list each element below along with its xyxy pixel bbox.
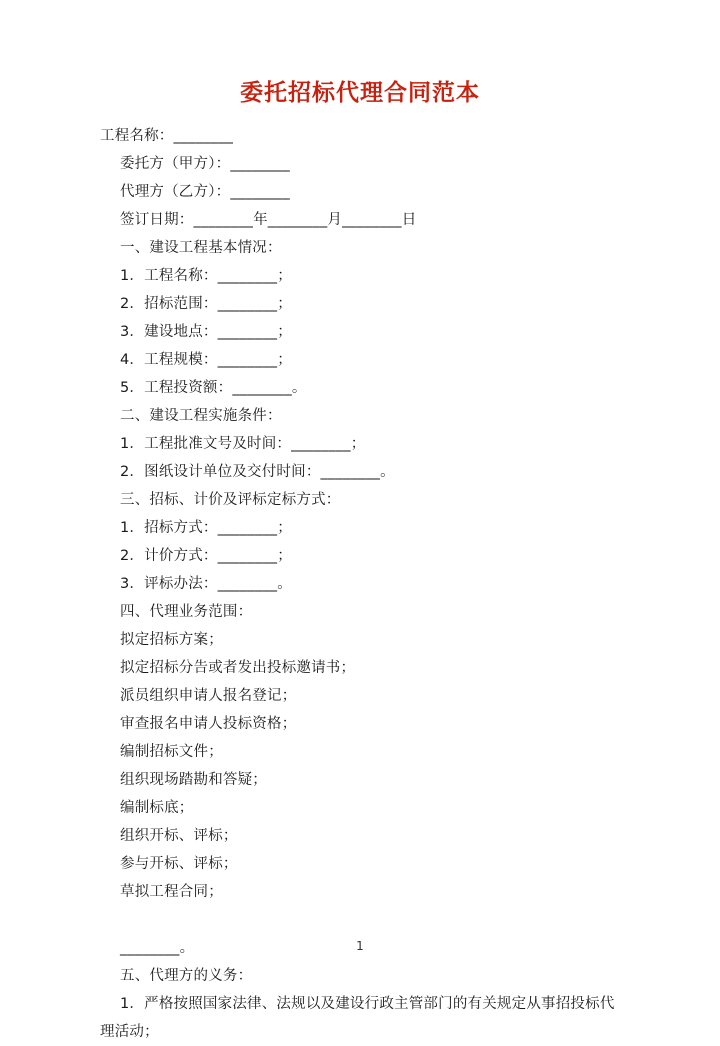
document-title: 委托招标代理合同范本 <box>240 80 480 106</box>
section-item: 派员组织申请人报名登记； <box>120 688 297 704</box>
section-item: ________。 <box>120 940 195 956</box>
section-item: 组织现场踏勘和答疑； <box>120 772 267 788</box>
section-heading: 三、招标、计价及评标定标方式： <box>120 492 341 508</box>
header-line: 代理方（乙方）：________ <box>120 184 290 200</box>
section-item: 拟定招标方案； <box>120 632 223 648</box>
section-item: 编制招标文件； <box>120 744 223 760</box>
section-item: 4．工程规模：________； <box>120 352 292 368</box>
header-line: 签订日期：________年________月________日 <box>120 212 417 228</box>
header-line: 委托方（甲方）：________ <box>120 156 290 172</box>
section-item: 3．评标办法：________。 <box>120 576 292 592</box>
section-item: 草拟工程合同； <box>120 884 223 900</box>
section-item: 拟定招标分告或者发出投标邀请书； <box>120 660 356 676</box>
section-item: 1．严格按照国家法律、法规以及建设行政主管部门的有关规定从事招投标代理活动； <box>100 996 615 1040</box>
section-item: 3．建设地点：________； <box>120 324 292 340</box>
page-number: 1 <box>356 939 364 953</box>
section-item: 参与开标、评标； <box>120 856 238 872</box>
section-heading: 一、建设工程基本情况： <box>120 240 282 256</box>
section-heading: 二、建设工程实施条件： <box>120 408 282 424</box>
section-heading: 五、代理方的义务： <box>120 968 253 984</box>
document-body <box>100 122 622 1046</box>
section-item: 1．工程名称：________； <box>120 268 292 284</box>
spacer-line <box>100 906 622 934</box>
section-item: 1．招标方式：________； <box>120 520 292 536</box>
section-item: 5．工程投资额：________。 <box>120 380 307 396</box>
section-heading: 四、代理业务范围： <box>120 604 253 620</box>
section-item: 2．招标范围：________； <box>120 296 292 312</box>
section-item: 组织开标、评标； <box>120 828 238 844</box>
section-item: 2．图纸设计单位及交付时间：________。 <box>120 464 395 480</box>
section-item: 编制标底； <box>120 800 194 816</box>
section-item: 审查报名申请人投标资格； <box>120 716 297 732</box>
section-item: 2．计价方式：________； <box>120 548 292 564</box>
header-line: 工程名称：________ <box>100 128 234 144</box>
section-item: 1．工程批准文号及时间：________； <box>120 436 366 452</box>
